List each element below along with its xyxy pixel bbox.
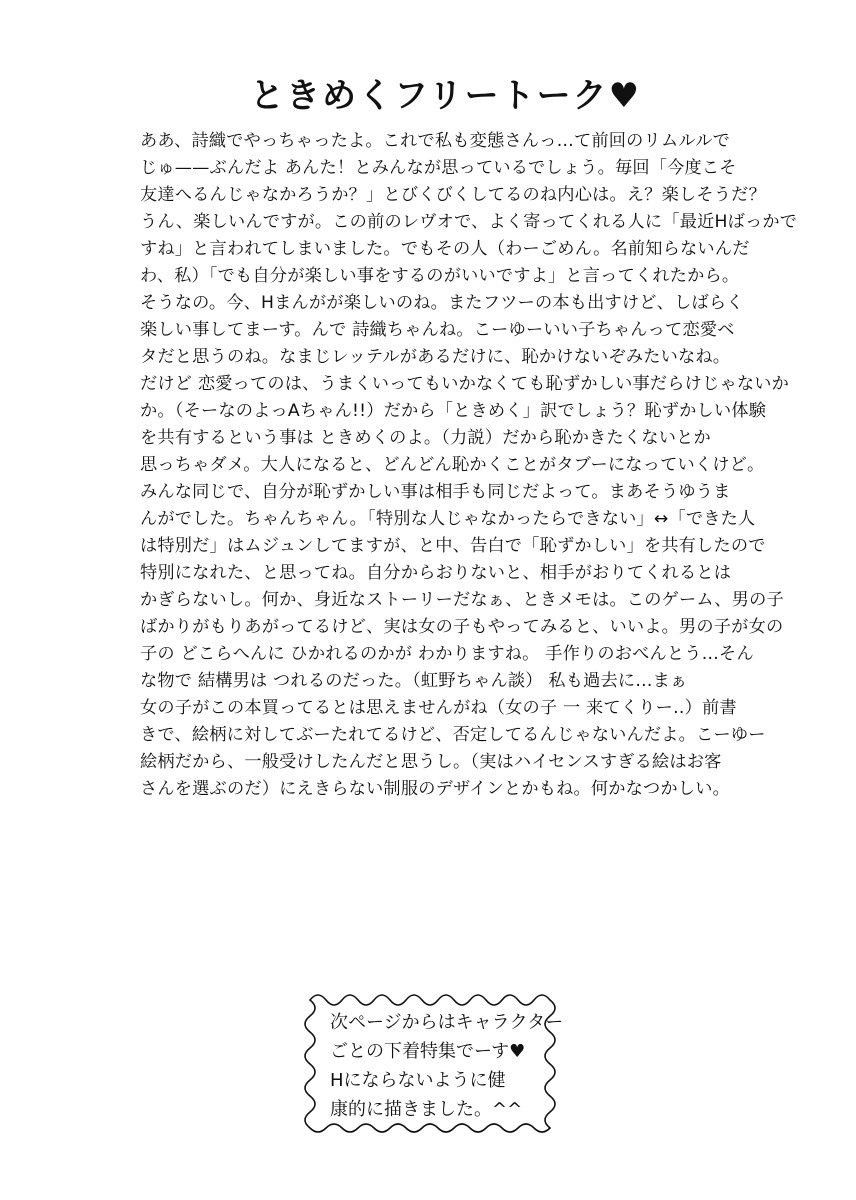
- body-line: みんな同じで、自分が恥ずかしい事は相手も同じだよって。まあそうゆうま: [140, 482, 731, 502]
- body-line: タだと思うのね。なまじレッテルがあるだけに、恥かけないぞみたいなね。: [140, 347, 731, 367]
- next-page-note: [296, 988, 564, 1138]
- body-line: きで、絵柄に対してぶーたれてるけど、否定してるんじゃないんだよ。こーゆー: [140, 725, 766, 745]
- body-line: 思っちゃダメ。大人になると、どんどん恥かくことがタブーになっていくけど。: [140, 455, 765, 475]
- body-line: 友達へるんじゃなかろうか？」とびくびくしてるのね内心は。え？楽しそうだ？: [140, 185, 766, 205]
- note-line: 康的に描きました。^^: [330, 1099, 523, 1120]
- body-line: そうなの。今、Hまんがが楽しいのね。またフツーの本も出すけど、しばらく: [140, 293, 744, 313]
- body-line: んがでした。ちゃんちゃん。「特別な人じゃなかったらできない」↔「できた人: [140, 509, 756, 529]
- body-line: な物で 結構男は つれるのだった。（虹野ちゃん談） 私も過去に…まぁ: [140, 671, 688, 691]
- body-line: 子の どこらへんに ひかれるのかが わかりますね。 手作りのおべんとう…そん: [140, 644, 754, 664]
- body-line: か。（そーなのよっAちゃん!!）だから「ときめく」訳でしょう？恥ずかしい体験: [140, 401, 767, 421]
- body-line: を共有するという事は ときめくのよ。（力説）だから恥かきたくないとか: [140, 428, 711, 448]
- note-line: 次ページからはキャラクター: [330, 1012, 564, 1033]
- body-line: じゅ——ぶんだよ あんた！とみんなが思っているでしょう。毎回「今度こそ: [140, 158, 737, 178]
- body-line: さんを選ぶのだ）にえきらない制服のデザインとかもね。何かなつかしい。: [140, 779, 730, 799]
- body-line: 絵柄だから、一般受けしたんだと思うし。（実はハイセンスすぎる絵はお客: [140, 752, 722, 772]
- note-line: Hにならないように健: [330, 1070, 506, 1091]
- body-line: 楽しい事してまーす。んで 詩織ちゃんね。こーゆーいい子ちゃんって恋愛ベ: [140, 320, 735, 340]
- body-line: わ、私）「でも自分が楽しい事をするのがいいですよ」と言ってくれたから。: [140, 266, 740, 286]
- free-talk-body: [140, 128, 798, 803]
- body-line: ばかりがもりあがってるけど、実は女の子もやってみると、いいよ。男の子が女の: [140, 617, 784, 637]
- body-line: だけど 恋愛ってのは、うまくいってもいかなくても恥ずかしい事だらけじゃないか: [140, 374, 790, 394]
- body-line: すね」と言われてしまいました。でもその人（わーごめん。名前知らないんだ: [140, 239, 750, 259]
- body-line: 特別になれた、と思ってね。自分からおりないと、相手がおりてくれるとは: [140, 563, 732, 583]
- body-line: は特別だ」はムジュンしてますが、と中、告白で「恥ずかしい」を共有したので: [140, 536, 766, 556]
- page-title: ときめくフリートーク♥: [250, 76, 642, 116]
- body-line: うん、楽しいんですが。この前のレヴオで、よく寄ってくれる人に「最近Hばっかで: [140, 212, 798, 232]
- body-line: かぎらないし。何か、身近なストーリーだなぁ、ときメモは。このゲーム、男の子: [140, 590, 784, 610]
- note-line: ごとの下着特集でーす♥: [330, 1041, 526, 1062]
- body-line: 女の子がこの本買ってるとは思えませんがね（女の子 一 来てくりー‥）前書: [140, 698, 737, 718]
- body-line: ああ、詩織でやっちゃったよ。これで私も変態さんっ…て前回のリムルルで: [140, 131, 731, 151]
